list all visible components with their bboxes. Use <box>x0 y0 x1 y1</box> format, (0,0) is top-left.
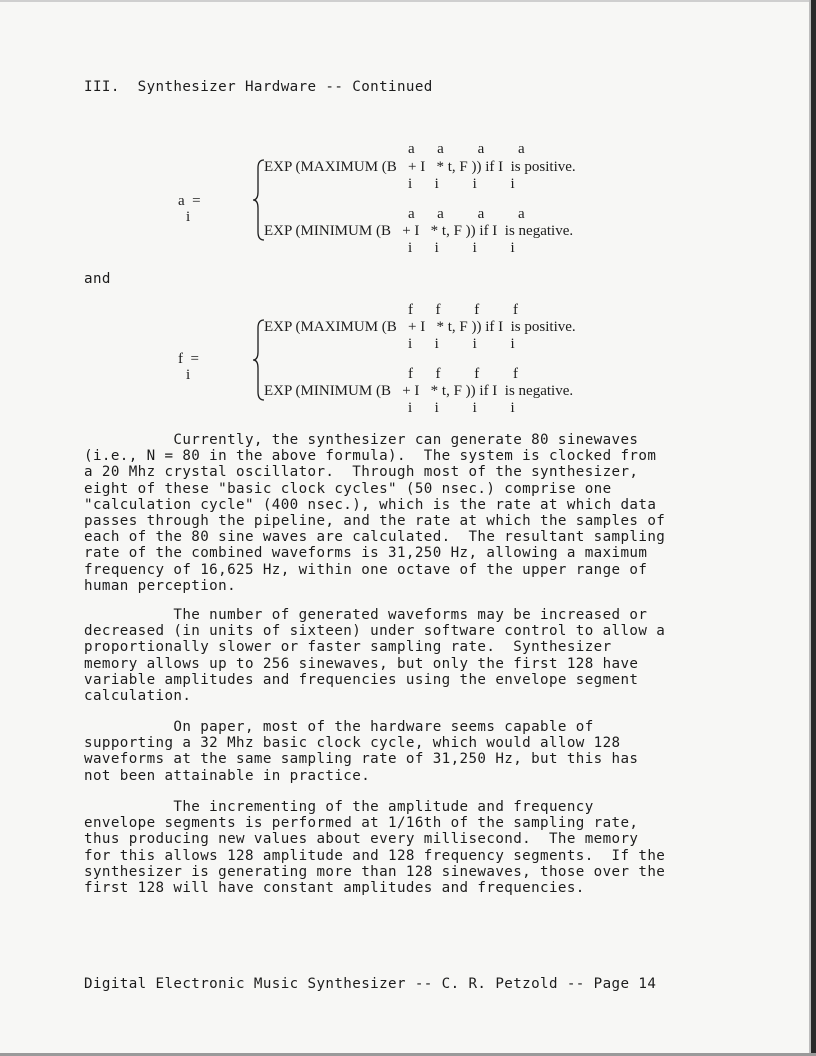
formula-f-line-2: EXP (MINIMUM (B + I * t, F )) if I is negative. <box>264 383 574 399</box>
formula-f-brace <box>252 318 266 402</box>
paragraph-hardware-capability: On paper, most of the hardware seems capable of supporting a 32 Mhz basic clock cycle, which would allow 128 waveforms at the same sampling rate of 31,250 Hz, but this has not been attainable in practice. <box>84 719 639 784</box>
section-heading: III. Synthesizer Hardware -- Continued <box>84 79 433 95</box>
formula-a-lhs-subscript: i <box>186 209 191 225</box>
connector-and: and <box>84 271 111 287</box>
formula-f-superscripts-1: f f f f <box>408 302 518 318</box>
formula-a-subscripts-2: i i i i <box>408 240 515 256</box>
page-right-edge <box>811 0 816 1056</box>
formula-f-superscripts-2: f f f f <box>408 366 518 382</box>
formula-a-superscripts-1: a a a a <box>408 141 525 157</box>
page-footer: Digital Electronic Music Synthesizer -- C. R. Petzold -- Page 14 <box>84 976 657 992</box>
formula-f-lhs: f = <box>178 351 199 367</box>
formula-a-superscripts-2: a a a a <box>408 206 525 222</box>
page-top-edge <box>0 0 816 2</box>
formula-f-lhs-subscript: i <box>186 367 191 383</box>
formula-f-subscripts-1: i i i i <box>408 336 515 352</box>
formula-a-line-2: EXP (MINIMUM (B + I * t, F )) if I is negative. <box>264 223 574 239</box>
paragraph-clock-rate: Currently, the synthesizer can generate 80 sinewaves (i.e., N = 80 in the above formula). The system is clocked from a 20 Mhz crystal oscillator. Through most of the synthesizer, eight of these "basic clock cycles" (50 nsec.) comprise one "calculation cycle" (400 nsec.), which is the rate at which data passes through the pipeline, and the rate at which the samples of each of the 80 sine waves are calculated. The resultant sampling rate of the combined waveforms is 31,250 Hz, allowing a maximum frequency of 16,625 Hz, within one octave of the upper range of human perception. <box>84 432 666 594</box>
formula-a-subscripts-1: i i i i <box>408 176 515 192</box>
formula-f-subscripts-2: i i i i <box>408 400 515 416</box>
paragraph-envelope-segments: The incrementing of the amplitude and frequency envelope segments is performed at 1/16th of the sampling rate, thus producing new values about every millisecond. The memory for this allows 128 amplitude and 128 frequency segments. If the synthesizer is generating more than 128 sinewaves, those over the first 128 will have constant amplitudes and frequencies. <box>84 799 666 897</box>
formula-a-lhs: a = <box>178 193 201 209</box>
formula-f-line-1: EXP (MAXIMUM (B + I * t, F )) if I is positive. <box>264 319 576 335</box>
formula-a-brace <box>252 158 266 242</box>
formula-a-line-1: EXP (MAXIMUM (B + I * t, F )) if I is positive. <box>264 159 576 175</box>
paragraph-waveform-count: The number of generated waveforms may be increased or decreased (in units of sixteen) under software control to allow a proportionally slower or faster sampling rate. Synthesizer memory allows up to 256 sinewaves, but only the first 128 have variable amplitudes and frequencies using the envelope segment calculation. <box>84 607 666 705</box>
